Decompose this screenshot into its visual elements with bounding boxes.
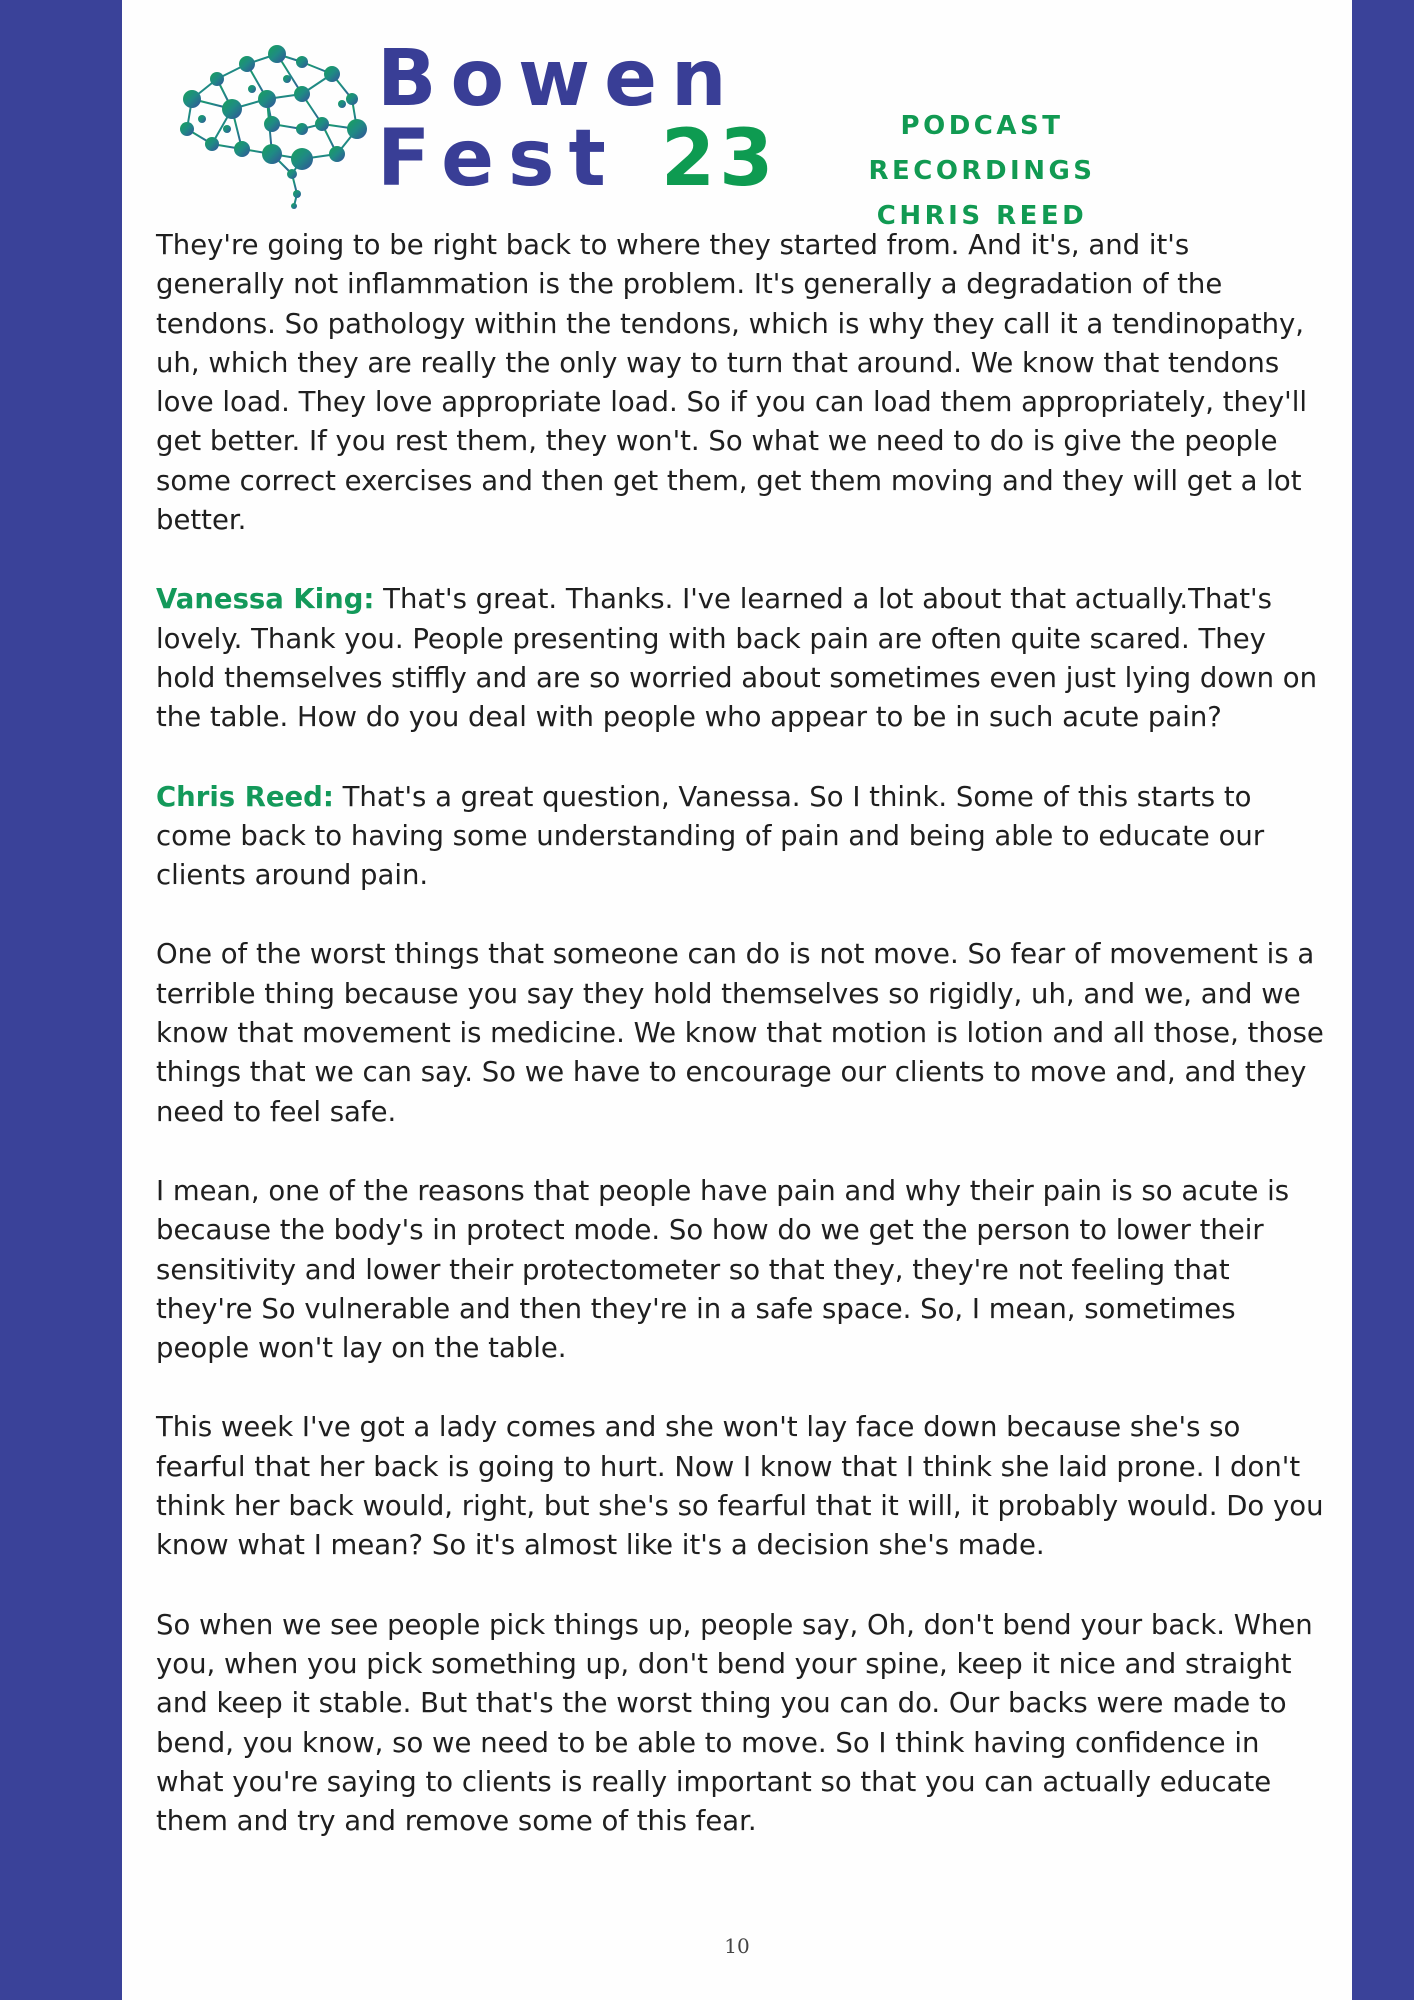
transcript-paragraph (156, 580, 1326, 737)
speaker-name: Chris Reed: (156, 780, 334, 813)
paragraph-text: That's great. Thanks. I've learned a lot about that actually.That's lovely. Thank you. People presenting with back pain are often quite scared. They hold themselves stiffly and are so worried about sometimes even just lying down on the table. How do you deal with people who appear to be in such acute pain? (156, 583, 1318, 734)
transcript-paragraph: One of the worst things that someone can do is not move. So fear of movement is a terrible thing because you say they hold themselves so rigidly, uh, and we, and we know that movement is medicine. We know that motion is lotion and all those, those things that we can say. So we have to encourage our clients to move and, and they need to feel safe. (156, 938, 1324, 1128)
logo-word-bowen: Bowen (377, 34, 741, 124)
logo-line-fest (377, 114, 778, 204)
subtitle-podcast-recordings: PODCAST RECORDINGS (868, 111, 1096, 186)
logo-number: 23 (660, 114, 778, 204)
bowen-fest-logo-text (377, 34, 778, 204)
transcript-paragraph: I mean, one of the reasons that people have pain and why their pain is so acute is because the body's in protect mode. So how do we get the person to lower their sensitivity and lower their protectometer so that they, they're not feeling that they're So vulnerable and then they're in a safe space. So, I mean, sometimes people won't lay on the table. (156, 1174, 1290, 1365)
page-number: 10 (724, 1934, 750, 1958)
transcript-paragraph (156, 778, 1326, 896)
speaker-name: Vanessa King: (156, 583, 375, 616)
logo-word-fest: Fest (377, 114, 620, 204)
transcript-paragraph: They're going to be right back to where they started from. And it's, and it's generally not inflammation is the problem. It's generally a degradation of the tendons. So pathology within the tendons, which is why they call it a tendinopathy, uh, which they are really the only way to turn that around. We know that tendons love load. They love appropriate load. So if you can load them appropriately, they'll get better. If you rest them, they won't. So what we need to do is give the people some correct exercises and then get them, get them moving and they will get a lot better. (156, 229, 1308, 537)
paragraph-text: That's a great question, Vanessa. So I think. Some of this starts to come back to having some understanding of pain and being able to educate our clients around pain. (156, 780, 1265, 892)
page-header (122, 0, 1352, 231)
transcript-paragraph: So when we see people pick things up, people say, Oh, don't bend your back. When you, when you pick something up, don't bend your spine, keep it nice and straight and keep it stable. But that's the worst thing you can do. Our backs were made to bend, you know, so we need to be able to move. So I think having confidence in what you're saying to clients is really important so that you can actually educate them and try and remove some of this fear. (156, 1608, 1313, 1838)
transcript-paragraph: This week I've got a lady comes and she won't lay face down because she's so fearful that her back is going to hurt. Now I know that I think she laid prone. I don't think her back would, right, but she's so fearful that it will, it probably would. Do you know what I mean? So it's almost like it's a decision she's made. (156, 1411, 1324, 1562)
subtitle-chris-reed: CHRIS REED (876, 201, 1088, 231)
transcript-body (156, 226, 1326, 1881)
brain-network-logo-icon (172, 44, 372, 209)
podcast-subtitle (802, 104, 1162, 239)
document-page (122, 0, 1352, 2000)
